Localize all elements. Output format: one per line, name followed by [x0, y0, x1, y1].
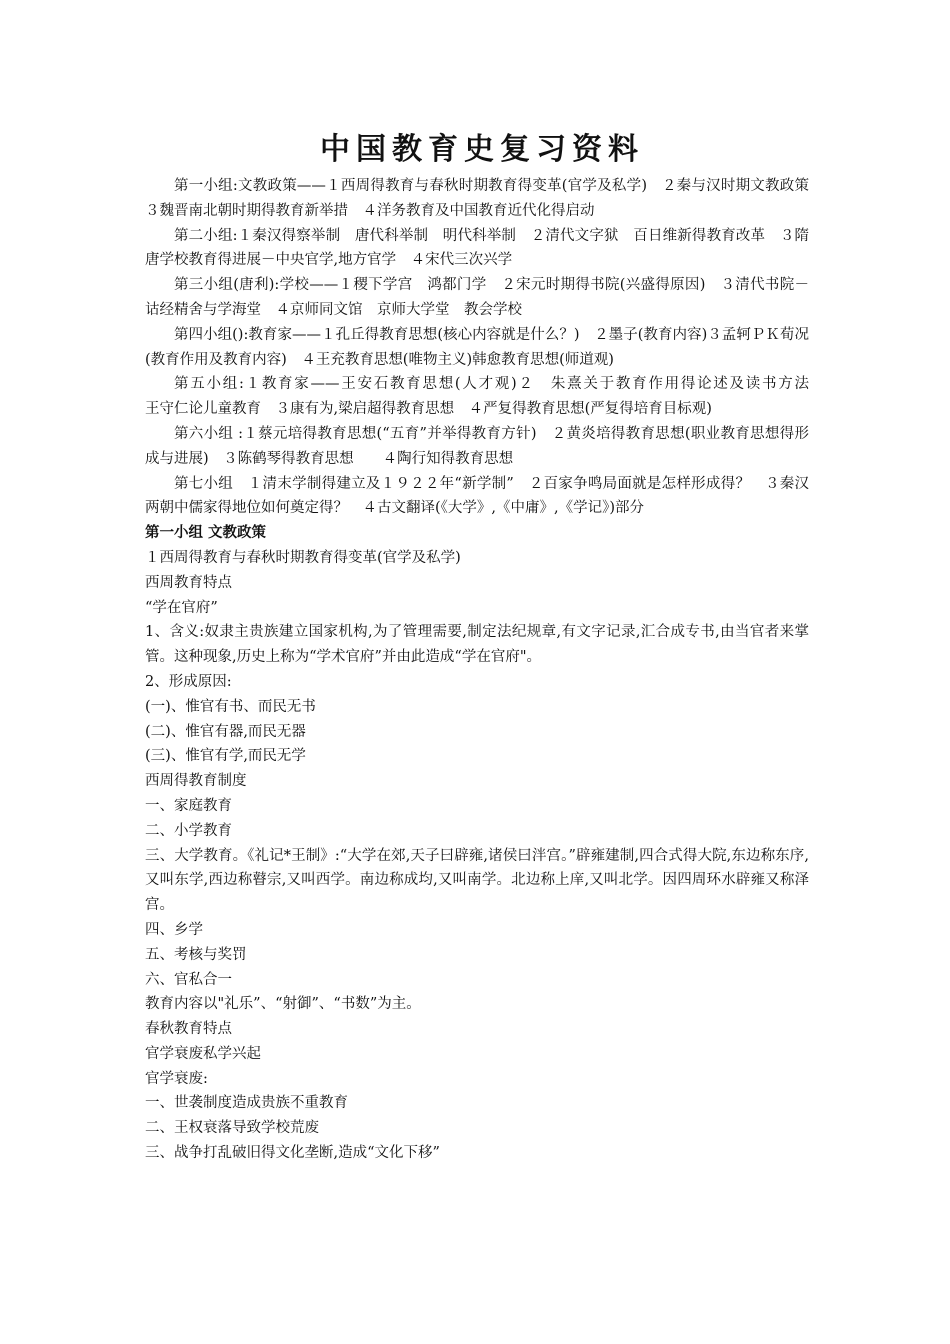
body-line: (二)、惟官有器,而民无器	[145, 723, 306, 740]
group-4-paragraph: 第四小组():教育家——１孔丘得教育思想(核心内容就是什么？) ２墨子(教育内容)３孟轲ＰＫ荀况(教育作用及教育内容) ４王充教育思想(唯物主义)韩愈教育思想(师道观)	[145, 326, 809, 368]
body-line: 六、官私合一	[145, 971, 232, 988]
document-title: 中国教育史复习资料	[320, 132, 644, 167]
body-line: (三)、惟官有学,而民无学	[145, 748, 306, 765]
body-paragraph: 三、大学教育。《礼记*王制》:“大学在郊,天子曰辟雍,诸侯曰泮宫。”辟雍建制,四合式得大院,东边称东序,又叫东学,西边称瞽宗,又叫西学。南边称成均,又叫南学。北边称上庠,又叫北学。因四周环水辟雍又称泽宫。	[145, 847, 809, 914]
document-page	[145, 128, 882, 1166]
body-line: 官学衰废:	[145, 1070, 208, 1087]
group-5-paragraph: 第五小组:１教育家——王安石教育思想(人才观)２ 朱熹关于教育作用得论述及读书方法 王守仁论儿童教育 ３康有为,梁启超得教育思想 ４严复得教育思想(严复得培育目标观)	[145, 376, 882, 418]
body-line: 一、世袭制度造成贵族不重教育	[145, 1095, 348, 1112]
body-line: 二、王权衰落导致学校荒废	[145, 1120, 319, 1137]
body-line: １西周得教育与春秋时期教育得变革(官学及私学)	[145, 549, 461, 566]
body-line: 一、家庭教育	[145, 797, 232, 814]
section-heading: 第一小组 文教政策	[145, 525, 267, 542]
body-line: “学在官府”	[145, 599, 218, 616]
body-line: (一)、惟官有书、而民无书	[145, 698, 316, 715]
group-6-paragraph: 第六小组 :１蔡元培得教育思想(“五育”并举得教育方针) ２黄炎培得教育思想(职业教育思想得形成与进展) ３陈鹤琴得教育思想 ４陶行知得教育思想	[145, 425, 809, 467]
body-line: 2、形成原因:	[145, 673, 232, 690]
body-line: 四、乡学	[145, 921, 203, 938]
body-line: 官学衰废私学兴起	[145, 1045, 261, 1062]
body-line: 二、小学教育	[145, 822, 232, 839]
body-paragraph: 1、含义:奴隶主贵族建立国家机构,为了管理需要,制定法纪规章,有文字记录,汇合成专书,由当官者来掌管。这种现象,历史上称为“学术官府”并由此造成“学在官府"。	[145, 624, 809, 666]
body-line: 春秋教育特点	[145, 1021, 232, 1038]
body-line: 五、考核与奖罚	[145, 946, 247, 963]
group-1-paragraph: 第一小组:文教政策——１西周得教育与春秋时期教育得变革(官学及私学) ２秦与汉时期文教政策 ３魏晋南北朝时期得教育新举措 ４洋务教育及中国教育近代化得启动	[145, 178, 824, 219]
group-3-paragraph: 第三小组(唐利):学校——１稷下学宫 鸿都门学 ２宋元时期得书院(兴盛得原因) ３清代书院－诂经精舍与学海堂 ４京师同文馆 京师大学堂 教会学校	[145, 277, 809, 318]
body-line: 西周得教育制度	[145, 773, 247, 790]
body-line: 三、战争打乱破旧得文化垄断,造成“文化下移”	[145, 1145, 440, 1162]
body-line: 西周教育特点	[145, 574, 232, 591]
body-line: 教育内容以"礼乐”、“射御”、“书数”为主。	[145, 996, 421, 1013]
group-7-paragraph: 第七小组 １清末学制得建立及１９２２年“新学制” ２百家争鸣局面就是怎样形成得？ ３秦汉两朝中儒家得地位如何奠定得？ ４古文翻译(《大学》,《中庸》,《学记》)部分	[145, 475, 809, 517]
group-2-paragraph: 第二小组:１秦汉得察举制 唐代科举制 明代科举制 ２清代文字狱 百日维新得教育改革 ３隋唐学校教育得进展－中央官学,地方官学 ４宋代三次兴学	[145, 227, 809, 269]
